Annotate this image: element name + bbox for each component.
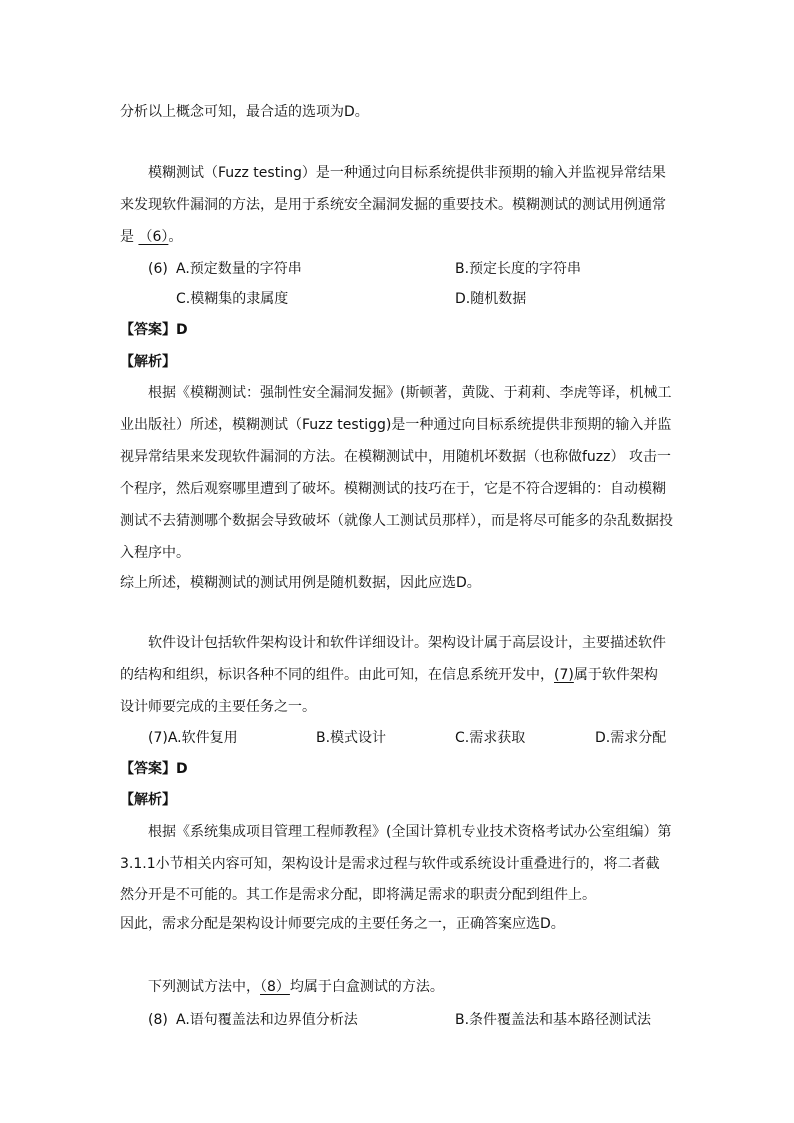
q6-analysis-label: 【解析】: [120, 354, 176, 370]
answer-value: D: [176, 322, 188, 338]
q6-option-a: A.预定数量的字符串: [176, 261, 302, 277]
q8-blank: （8）: [260, 979, 290, 995]
q7-analysis-line-3: 然分开是不可能的。其工作是需求分配，即将满足需求的职责分配到组件上。: [120, 887, 596, 903]
q6-stem-line-3: [120, 228, 182, 246]
q6-stem-suffix: 。: [168, 229, 183, 245]
q7-option-d: D.需求分配: [595, 730, 667, 746]
q8-stem-line-1: [148, 978, 444, 996]
q6-option-b: B.预定长度的字符串: [455, 261, 582, 277]
q7-blank: (7): [554, 667, 574, 683]
q7-answer: [120, 760, 188, 778]
q7-analysis-line-2: 3.1.1小节相关内容可知，架构设计是需求过程与软件或系统设计重叠进行的，将二者截: [120, 856, 660, 872]
q6-analysis-line-1: 根据《模糊测试：强制性安全漏洞发掘》(斯顿著，黄陇、于莉莉、李虎等译，机械工: [148, 385, 672, 401]
conclusion-line-prev: 分析以上概念可知，最合适的选项为D。: [120, 104, 369, 120]
q6-analysis-line-4: 个程序，然后观察哪里遭到了破坏。模糊测试的技巧在于，它是不符合逻辑的：自动模糊: [120, 481, 666, 497]
answer-label: 【答案】: [120, 761, 176, 777]
q8-option-number: (8): [148, 1012, 168, 1028]
q6-analysis-line-6: 入程序中。: [120, 545, 190, 561]
q7-option-b: B.模式设计: [316, 730, 387, 746]
q6-analysis-line-3: 视异常结果来发现软件漏洞的方法。在模糊测试中，用随机坏数据（也称做fuzz） 攻击一: [120, 449, 671, 465]
q6-answer: [120, 321, 188, 339]
answer-value: D: [176, 761, 188, 777]
q6-blank: （6）: [138, 229, 169, 245]
q6-stem-line-1: 模糊测试（Fuzz testing）是一种通过向目标系统提供非预期的输入并监视异常结果: [148, 165, 666, 181]
q7-conclusion: 因此，需求分配是架构设计师要完成的主要任务之一，正确答案应选D。: [120, 916, 565, 932]
q6-options-row-1: [0, 260, 794, 278]
q7-analysis-label: 【解析】: [120, 792, 176, 808]
q6-stem-prefix: 是: [120, 229, 134, 245]
q8-option-b: B.条件覆盖法和基本路径测试法: [455, 1012, 652, 1028]
q7-option-a: (7)A.软件复用: [148, 730, 238, 746]
q7-stem-line-3: 设计师要完成的主要任务之一。: [120, 699, 316, 715]
q7-stem-suffix: 属于软件架构: [573, 667, 658, 683]
q7-analysis-line-1: 根据《系统集成项目管理工程师教程》(全国计算机专业技术资格考试办公室组编）第: [148, 824, 672, 840]
q7-option-c: C.需求获取: [455, 730, 526, 746]
q6-option-c: C.模糊集的隶属度: [176, 291, 289, 307]
q7-stem-prefix: 的结构和组织，标识各种不同的组件。由此可知，在信息系统开发中，: [120, 667, 554, 683]
q6-option-d: D.随机数据: [455, 291, 527, 307]
q8-options-row-1: [0, 1011, 794, 1029]
q6-analysis-line-5: 测试不去猜测哪个数据会导致破坏（就像人工测试员那样），而是将尽可能多的杂乱数据投: [120, 513, 673, 529]
q8-stem-suffix: 均属于白盒测试的方法。: [289, 979, 444, 995]
q7-stem-line-2: [120, 666, 658, 684]
q6-options-row-2: [0, 290, 794, 308]
q6-option-number: (6): [148, 261, 168, 277]
q7-options-row: [0, 729, 794, 747]
q8-stem-prefix: 下列测试方法中，: [148, 979, 260, 995]
q6-conclusion: 综上所述，模糊测试的测试用例是随机数据，因此应选D。: [120, 575, 481, 591]
q8-option-a: A.语句覆盖法和边界值分析法: [176, 1012, 358, 1028]
answer-label: 【答案】: [120, 322, 176, 338]
q7-stem-line-1: 软件设计包括软件架构设计和软件详细设计。架构设计属于高层设计，主要描述软件: [148, 635, 666, 651]
q6-stem-line-2: 来发现软件漏洞的方法，是用于系统安全漏洞发掘的重要技术。模糊测试的测试用例通常: [120, 197, 666, 213]
q6-analysis-line-2: 业出版社）所述，模糊测试（Fuzz testigg)是一种通过向目标系统提供非预期的输入并监: [120, 417, 672, 433]
